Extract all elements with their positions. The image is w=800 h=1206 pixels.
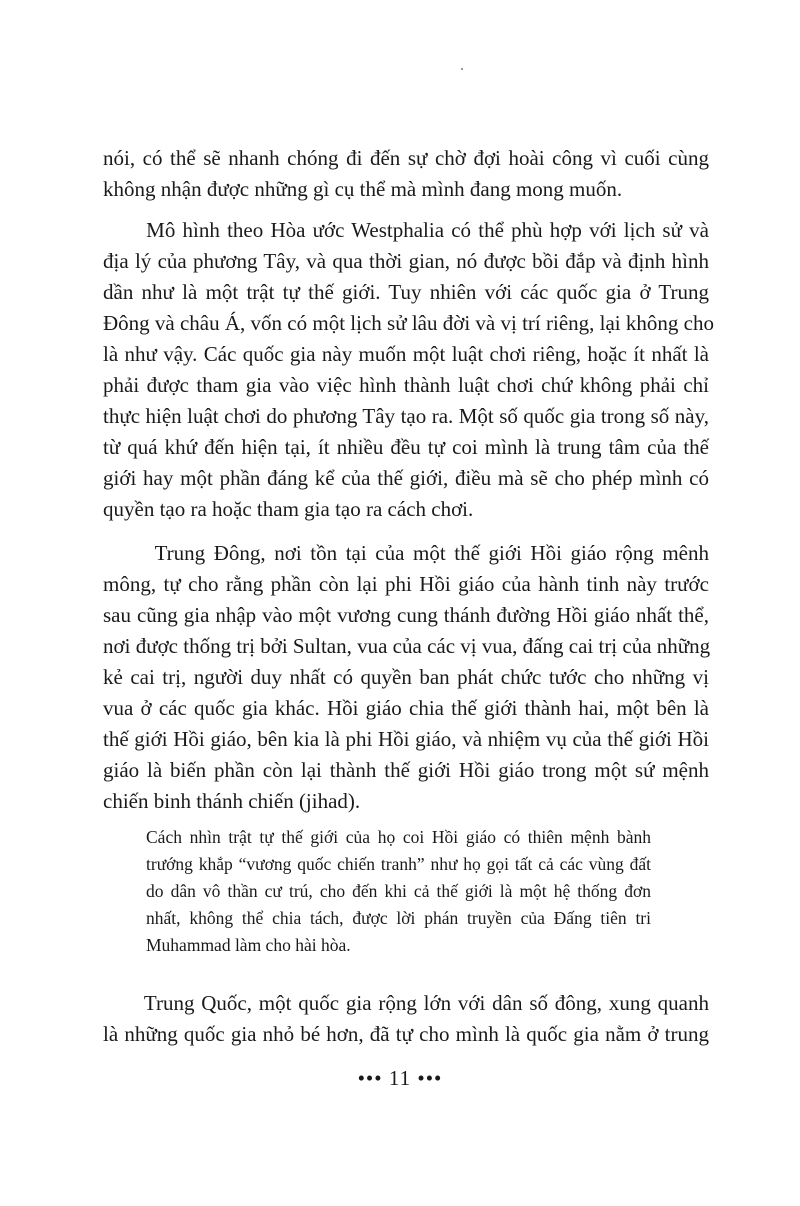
page-number: ••• 11 ••• xyxy=(357,1066,443,1090)
text-line: Trung Đông, nơi tồn tại của một thế giới Hồi giáo rộng mênh xyxy=(103,541,709,565)
quote-line: trướng khắp “vương quốc chiến tranh” như họ gọi tất cả các vùng đất xyxy=(146,854,651,874)
text-line: địa lý của phương Tây, và qua thời gian, nó được bồi đắp và định hình xyxy=(103,249,709,273)
paragraph-2 xyxy=(103,215,714,525)
text-line: thế giới Hồi giáo, bên kia là phi Hồi giáo, và nhiệm vụ của thế giới Hồi xyxy=(103,727,709,751)
text-line: Mô hình theo Hòa ước Westphalia có thể phù hợp với lịch sử và xyxy=(103,218,709,242)
quote-line: Cách nhìn trật tự thế giới của họ coi Hồi giáo có thiên mệnh bành xyxy=(146,827,651,847)
text-line: quyền tạo ra hoặc tham gia tạo ra cách chơi. xyxy=(103,497,474,521)
text-line: vua ở các quốc gia khác. Hồi giáo chia thế giới thành hai, một bên là xyxy=(103,696,709,720)
text-line: giới hay một phần đáng kể của thế giới, điều mà sẽ cho phép mình có xyxy=(103,466,709,490)
paragraph-4 xyxy=(103,988,709,1050)
quote-line: Muhammad làm cho hài hòa. xyxy=(146,935,351,955)
text-line: là những quốc gia nhỏ bé hơn, đã tự cho mình là quốc gia nằm ở trung xyxy=(103,1022,709,1046)
text-line: nói, có thể sẽ nhanh chóng đi đến sự chờ đợi hoài công vì cuối cùng xyxy=(103,146,709,170)
text-line: từ quá khứ đến hiện tại, ít nhiều đều tự coi mình là trung tâm của thế xyxy=(103,435,709,459)
text-line: dần như là một trật tự thế giới. Tuy nhiên với các quốc gia ở Trung xyxy=(103,280,709,304)
text-line: giáo là biến phần còn lại thành thế giới Hồi giáo trong một sứ mệnh xyxy=(103,758,709,782)
text-line: phải được tham gia vào việc hình thành luật chơi chứ không phải chỉ xyxy=(103,373,709,397)
quote-line: do dân vô thần cư trú, cho đến khi cả thế giới là một hệ thống đơn xyxy=(146,881,651,901)
text-line: chiến binh thánh chiến (jihad). xyxy=(103,789,361,813)
block-quote xyxy=(146,824,651,959)
quote-line: nhất, không thể chia tách, được lời phán truyền của Đấng tiên tri xyxy=(146,908,651,928)
text-line: mông, tự cho rằng phần còn lại phi Hồi giáo của hành tinh này trước xyxy=(103,572,709,596)
text-line: là như vậy. Các quốc gia này muốn một luật chơi riêng, hoặc ít nhất là xyxy=(103,342,709,366)
text-line: không nhận được những gì cụ thể mà mình đang mong muốn. xyxy=(103,177,623,201)
text-line: thực hiện luật chơi do phương Tây tạo ra. Một số quốc gia trong số này, xyxy=(103,404,709,428)
text-line: Đông và châu Á, vốn có một lịch sử lâu đời và vị trí riêng, lại không cho xyxy=(103,311,714,335)
text-line: kẻ cai trị, người duy nhất có quyền ban phát chức tước cho những vị xyxy=(103,665,709,689)
scan-speck xyxy=(461,68,463,70)
paragraph-1 xyxy=(103,143,709,205)
text-line: sau cũng gia nhập vào một vương cung thánh đường Hồi giáo nhất thể, xyxy=(103,603,709,627)
paragraph-3 xyxy=(103,538,709,817)
text-line: Trung Quốc, một quốc gia rộng lớn với dân số đông, xung quanh xyxy=(103,991,709,1015)
text-line: nơi được thống trị bởi Sultan, vua của các vị vua, đấng cai trị của những xyxy=(103,634,711,658)
